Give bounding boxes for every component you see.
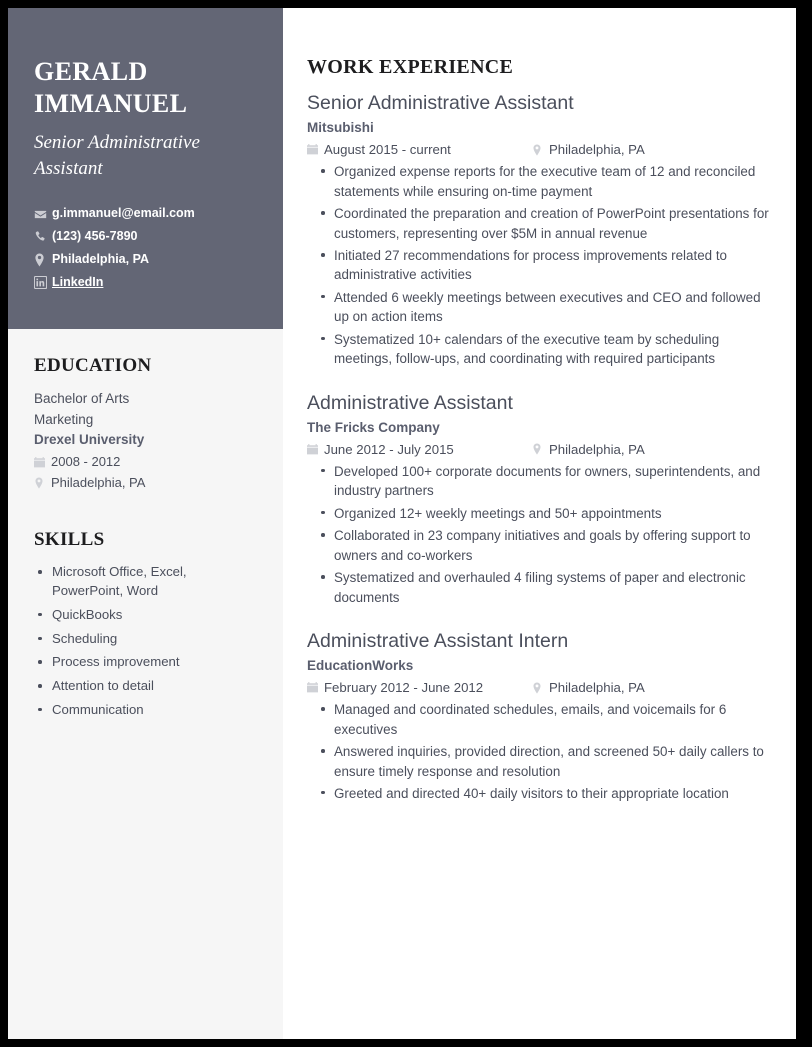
list-item: Attention to detail — [34, 677, 257, 696]
job-location-group — [532, 680, 645, 695]
location-pin-icon — [532, 443, 549, 455]
job-location: Philadelphia, PA — [549, 441, 645, 457]
list-item: QuickBooks — [34, 606, 257, 625]
skills-list — [34, 563, 257, 719]
list-item: Attended 6 weekly meetings between executives and CEO and followed up on action items — [307, 288, 770, 327]
linkedin-icon — [34, 276, 52, 289]
job-bullets — [307, 162, 770, 368]
job-entry — [307, 629, 770, 803]
list-item: Communication — [34, 701, 257, 720]
job-dates: August 2015 - current — [324, 142, 451, 158]
education-location: Philadelphia, PA — [51, 474, 146, 490]
sidebar-header-panel — [8, 8, 283, 329]
job-entry — [307, 91, 770, 369]
job-title: Administrative Assistant Intern — [307, 629, 569, 652]
work-experience-heading: WORK EXPERIENCE — [307, 56, 514, 78]
list-item: Systematized and overhauled 4 filing systems of paper and electronic documents — [307, 568, 770, 607]
job-company: The Fricks Company — [307, 420, 440, 436]
envelope-icon — [34, 208, 52, 221]
job-bullets — [307, 700, 770, 803]
location-pin-icon — [532, 144, 549, 156]
calendar-icon — [307, 682, 324, 693]
contact-list — [34, 207, 257, 289]
contact-email-label: g.immanuel@email.com — [52, 206, 195, 221]
job-location-group — [532, 142, 645, 157]
main-content — [283, 8, 796, 1039]
job-title: Senior Administrative Assistant — [307, 92, 574, 114]
education-section — [34, 355, 257, 493]
job-bullets — [307, 462, 770, 607]
education-dates: 2008 - 2012 — [51, 454, 121, 470]
candidate-name: GERALD IMMANUEL — [34, 57, 188, 118]
location-pin-icon — [532, 682, 549, 694]
contact-email[interactable] — [34, 207, 257, 221]
job-location: Philadelphia, PA — [549, 680, 645, 696]
candidate-headline: Senior Administrative Assistant — [34, 132, 200, 179]
job-title: Administrative Assistant — [307, 391, 513, 414]
job-meta — [307, 680, 770, 695]
job-location: Philadelphia, PA — [549, 142, 645, 158]
job-dates: February 2012 - June 2012 — [324, 680, 484, 696]
calendar-icon — [307, 144, 324, 155]
job-meta — [307, 442, 770, 457]
skills-heading: SKILLS — [34, 529, 105, 551]
list-item: Scheduling — [34, 630, 257, 649]
list-item: Organized expense reports for the executive team of 12 and reconciled statements while ensuring on-time payment — [307, 162, 770, 201]
list-item: Developed 100+ corporate documents for owners, superintendents, and industry partners — [307, 462, 770, 501]
phone-icon — [34, 230, 52, 243]
list-item: Greeted and directed 40+ daily visitors to their appropriate location — [307, 784, 770, 803]
calendar-icon — [34, 457, 51, 468]
education-heading: EDUCATION — [34, 354, 152, 376]
list-item: Process improvement — [34, 653, 257, 672]
education-degree: Bachelor of Arts — [34, 390, 130, 406]
job-entry — [307, 391, 770, 607]
contact-phone-label: (123) 456-7890 — [52, 229, 138, 244]
contact-location-label: Philadelphia, PA — [52, 251, 150, 266]
contact-linkedin[interactable] — [34, 276, 257, 290]
job-dates-group — [307, 142, 532, 157]
contact-phone[interactable] — [34, 230, 257, 244]
list-item: Organized 12+ weekly meetings and 50+ appointments — [307, 504, 770, 523]
job-company: Mitsubishi — [307, 120, 374, 136]
job-dates-group — [307, 442, 532, 457]
education-dates-row — [34, 452, 257, 472]
job-dates: June 2012 - July 2015 — [324, 441, 454, 457]
list-item: Collaborated in 23 company initiatives and goals by offering support to owners and co-workers — [307, 526, 770, 565]
education-school: Drexel University — [34, 432, 145, 448]
sidebar-body — [8, 329, 283, 745]
list-item: Managed and coordinated schedules, emails, and voicemails for 6 executives — [307, 700, 770, 739]
list-item: Microsoft Office, Excel, PowerPoint, Word — [34, 563, 257, 600]
resume-page — [8, 8, 796, 1039]
list-item: Systematized 10+ calendars of the executive team by scheduling meetings, follow-ups, and coordinating with required participants — [307, 330, 770, 369]
education-major: Marketing — [34, 411, 94, 427]
location-pin-icon — [34, 477, 51, 489]
list-item: Initiated 27 recommendations for process improvements related to administrative activities — [307, 246, 770, 285]
job-dates-group — [307, 680, 532, 695]
contact-location — [34, 253, 257, 267]
education-location-row — [34, 473, 257, 493]
skills-section — [34, 529, 257, 719]
job-location-group — [532, 442, 645, 457]
list-item: Coordinated the preparation and creation of PowerPoint presentations for customers, representing over $5M in annual revenue — [307, 204, 770, 243]
job-meta — [307, 142, 770, 157]
contact-linkedin-label[interactable]: LinkedIn — [52, 274, 104, 289]
list-item: Answered inquiries, provided direction, and screened 50+ daily callers to ensure timely response and resolution — [307, 742, 770, 781]
location-pin-icon — [34, 253, 52, 267]
calendar-icon — [307, 444, 324, 455]
sidebar — [8, 8, 283, 1039]
job-company: EducationWorks — [307, 658, 414, 674]
